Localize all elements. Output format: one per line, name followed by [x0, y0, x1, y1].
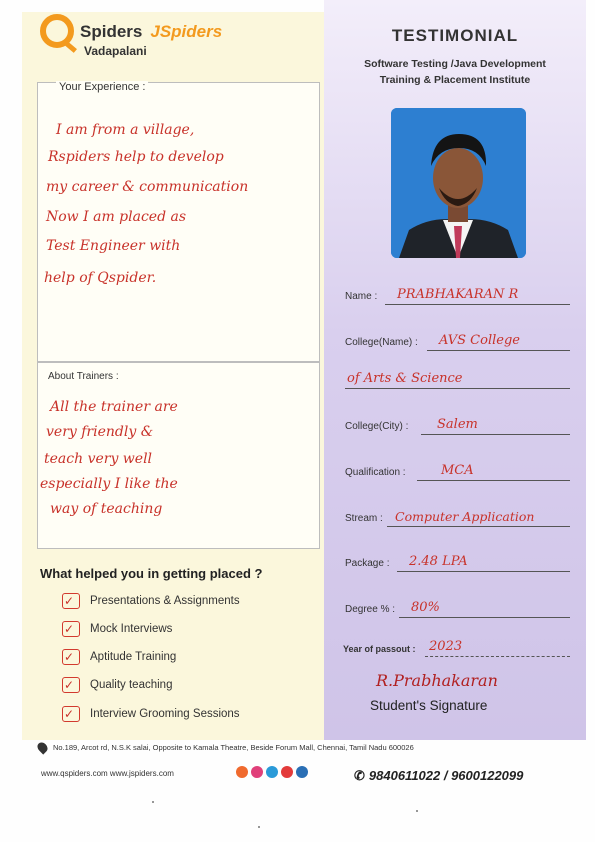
passout-label: Year of passout :: [343, 644, 416, 654]
qspiders-logo: [40, 14, 270, 66]
page-subtitle: [330, 56, 580, 88]
trainers-line: teach very well: [44, 451, 153, 467]
package-field: [345, 547, 570, 575]
qualification-field: [345, 456, 570, 484]
speck: [258, 826, 260, 828]
trainers-line: way of teaching: [50, 501, 163, 517]
package-value: 2.48 LPA: [409, 554, 468, 569]
twitter-icon[interactable]: [266, 766, 278, 778]
city-underline: [421, 434, 570, 435]
option-label: Aptitude Training: [90, 651, 177, 663]
qualification-value: MCA: [441, 463, 474, 478]
experience-line: help of Qspider.: [44, 270, 157, 286]
passout-value: 2023: [429, 639, 463, 654]
phone-numbers: 9840611022 / 9600122099: [368, 768, 524, 783]
experience-line: Rspiders help to develop: [48, 149, 224, 165]
name-underline: [385, 304, 570, 305]
trainers-label: About Trainers :: [48, 371, 119, 382]
option-interview-grooming[interactable]: [62, 703, 240, 725]
q-logo-icon: [40, 14, 74, 48]
experience-line: my career & communication: [46, 179, 249, 195]
option-label: Mock Interviews: [90, 623, 173, 635]
checkbox[interactable]: [62, 706, 80, 722]
stream-underline: [387, 526, 570, 527]
degree-label: Degree % :: [345, 604, 396, 615]
stream-label: Stream :: [345, 513, 383, 524]
option-presentations[interactable]: [62, 590, 240, 612]
address-text: No.189, Arcot rd, N.S.K salai, Opposite to Kamala Theatre, Beside Forum Mall, Chennai, Tamil Nadu 600026: [53, 743, 414, 752]
student-signature: R.Prabhakaran: [376, 671, 498, 690]
phone-icon: ✆: [354, 768, 365, 783]
checkbox[interactable]: [62, 593, 80, 609]
package-label: Package :: [345, 558, 390, 569]
name-label: Name :: [345, 291, 378, 302]
check-mark-icon: ✓: [64, 622, 75, 636]
college-value-line2: of Arts & Science: [347, 371, 463, 386]
linkedin-icon[interactable]: [296, 766, 308, 778]
city-field: [345, 410, 570, 438]
checkbox[interactable]: [62, 649, 80, 665]
location-pin-icon: [35, 740, 49, 754]
college-label: College(Name) :: [345, 337, 418, 348]
checkbox[interactable]: [62, 677, 80, 693]
brand-name: [80, 22, 222, 42]
facebook-icon[interactable]: [236, 766, 248, 778]
subtitle-line-1: Software Testing /Java Development: [364, 58, 546, 70]
passout-field: [345, 632, 570, 660]
check-mark-icon: ✓: [64, 707, 75, 721]
trainers-line: very friendly &: [46, 424, 154, 440]
footer-websites[interactable]: www.qspiders.com www.jspiders.com: [41, 769, 174, 778]
college-value-line1: AVS College: [439, 333, 520, 348]
college-field: [345, 326, 570, 354]
check-mark-icon: ✓: [64, 594, 75, 608]
experience-line: Test Engineer with: [46, 238, 181, 254]
city-value: Salem: [437, 417, 478, 432]
degree-underline: [399, 617, 570, 618]
option-quality-teaching[interactable]: [62, 674, 172, 696]
stream-field: [345, 502, 590, 530]
degree-field: [345, 593, 570, 621]
speck: [152, 801, 154, 803]
city-label: College(City) :: [345, 421, 409, 432]
brand-q: Spiders: [80, 22, 143, 41]
qualification-label: Qualification :: [345, 467, 406, 478]
option-label: Quality teaching: [90, 679, 173, 691]
college-field-cont: [345, 364, 570, 392]
footer-phones: [354, 768, 523, 784]
option-label: Presentations & Assignments: [90, 595, 240, 607]
branch-name: Vadapalani: [84, 44, 147, 58]
college-underline: [427, 350, 570, 351]
option-aptitude[interactable]: [62, 646, 176, 668]
passout-underline: [425, 656, 570, 657]
trainers-line: especially I like the: [40, 476, 178, 492]
social-icons: [236, 766, 308, 778]
name-field: [345, 280, 570, 308]
helped-question: What helped you in getting placed ?: [40, 566, 263, 581]
package-underline: [397, 571, 570, 572]
student-photo: [391, 108, 526, 258]
college-underline-2: [345, 388, 570, 389]
stream-value: Computer Application: [395, 509, 535, 524]
brand-j: JSpiders: [150, 22, 223, 41]
page-title: TESTIMONIAL: [391, 26, 519, 45]
check-mark-icon: ✓: [64, 650, 75, 664]
qualification-underline: [417, 480, 570, 481]
check-mark-icon: ✓: [64, 678, 75, 692]
footer-address: [38, 742, 414, 753]
student-portrait: [391, 108, 526, 258]
experience-line: Now I am placed as: [46, 209, 187, 225]
signature-label: Student's Signature: [370, 698, 488, 713]
trainers-line: All the trainer are: [50, 399, 178, 415]
subtitle-line-2: Training & Placement Institute: [379, 74, 531, 86]
experience-line: I am from a village,: [56, 122, 195, 138]
experience-label: Your Experience :: [56, 81, 148, 93]
degree-value: 80%: [411, 600, 440, 615]
instagram-icon[interactable]: [251, 766, 263, 778]
checkbox[interactable]: [62, 621, 80, 637]
youtube-icon[interactable]: [281, 766, 293, 778]
speck: [416, 810, 418, 812]
option-mock-interviews[interactable]: [62, 618, 172, 640]
option-label: Interview Grooming Sessions: [90, 708, 240, 720]
name-value: PRABHAKARAN R: [397, 287, 519, 302]
